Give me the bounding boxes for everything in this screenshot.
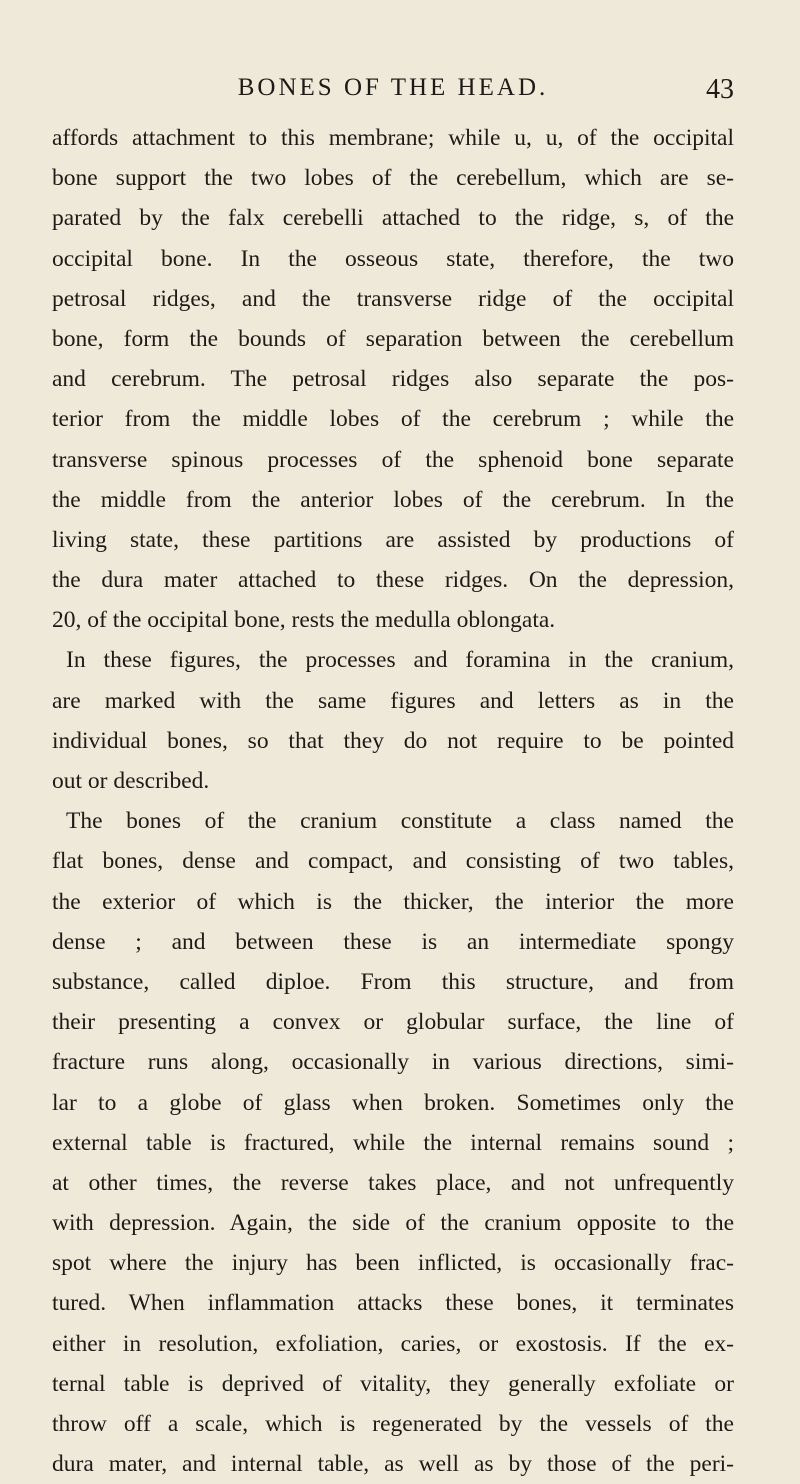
text-line: flat bones, dense and compact, and consisting of two tables, bbox=[52, 848, 734, 875]
text-line: the middle from the anterior lobes of the cerebrum. In the bbox=[52, 486, 734, 513]
text-line: parated by the falx cerebelli attached to the ridge, s, of the bbox=[52, 205, 734, 232]
text-line: and cerebrum. The petrosal ridges also separate the pos- bbox=[52, 366, 734, 393]
text-line: tured. When inflammation attacks these bones, it terminates bbox=[52, 1290, 734, 1317]
text-line: dense ; and between these is an intermediate spongy bbox=[52, 928, 734, 955]
paragraph-start-line: The bones of the cranium constitute a class named the bbox=[66, 808, 734, 835]
paragraph-end-line: 20, of the occipital bone, rests the medulla oblongata. bbox=[52, 607, 556, 634]
text-line: throw off a scale, which is regenerated by the vessels of the bbox=[52, 1411, 734, 1437]
page-header bbox=[52, 74, 734, 114]
text-line: petrosal ridges, and the transverse ridge of the occipital bbox=[52, 285, 734, 312]
text-line: dura mater, and internal table, as well as by those of the peri- bbox=[52, 1451, 734, 1478]
text-line: terior from the middle lobes of the cerebrum ; while the bbox=[52, 406, 734, 433]
text-line: bone, form the bounds of separation between the cerebellum bbox=[52, 325, 734, 352]
text-line: occipital bone. In the osseous state, therefore, the two bbox=[52, 245, 734, 272]
body-text bbox=[52, 118, 734, 1484]
text-line: spot where the injury has been inflicted, is occasionally frac- bbox=[52, 1250, 734, 1277]
text-line: external table is fractured, while the internal remains sound ; bbox=[52, 1129, 734, 1156]
text-line: fracture runs along, occasionally in various directions, simi- bbox=[52, 1049, 734, 1076]
text-line: living state, these partitions are assisted by productions of bbox=[52, 526, 734, 553]
paragraph-end-line: out or described. bbox=[52, 768, 210, 794]
page-number: 43 bbox=[706, 74, 734, 105]
text-line: the dura mater attached to these ridges. On the depression, bbox=[52, 567, 734, 594]
text-line: their presenting a convex or globular surface, the line of bbox=[52, 1009, 734, 1036]
text-line: with depression. Again, the side of the cranium opposite to the bbox=[52, 1210, 734, 1237]
text-line: are marked with the same figures and letters as in the bbox=[52, 687, 734, 714]
text-line: at other times, the reverse takes place, and not unfrequently bbox=[52, 1169, 734, 1196]
text-line: bone support the two lobes of the cerebellum, which are se- bbox=[52, 165, 734, 192]
text-line: either in resolution, exfoliation, caries, or exostosis. If the ex- bbox=[52, 1330, 734, 1357]
text-line: substance, called diploe. From this structure, and from bbox=[52, 968, 734, 995]
text-line: affords attachment to this membrane; while u, u, of the occipital bbox=[52, 125, 734, 151]
text-line: individual bones, so that they do not require to be pointed bbox=[52, 727, 734, 754]
paragraph-start-line: In these figures, the processes and foramina in the cranium, bbox=[66, 647, 734, 674]
text-line: lar to a globe of glass when broken. Sometimes only the bbox=[52, 1089, 734, 1116]
text-line: transverse spinous processes of the sphenoid bone separate bbox=[52, 446, 734, 473]
running-title: BONES OF THE HEAD. bbox=[237, 74, 549, 101]
text-line: ternal table is deprived of vitality, they generally exfoliate or bbox=[52, 1370, 734, 1397]
text-line: the exterior of which is the thicker, the interior the more bbox=[52, 888, 734, 915]
